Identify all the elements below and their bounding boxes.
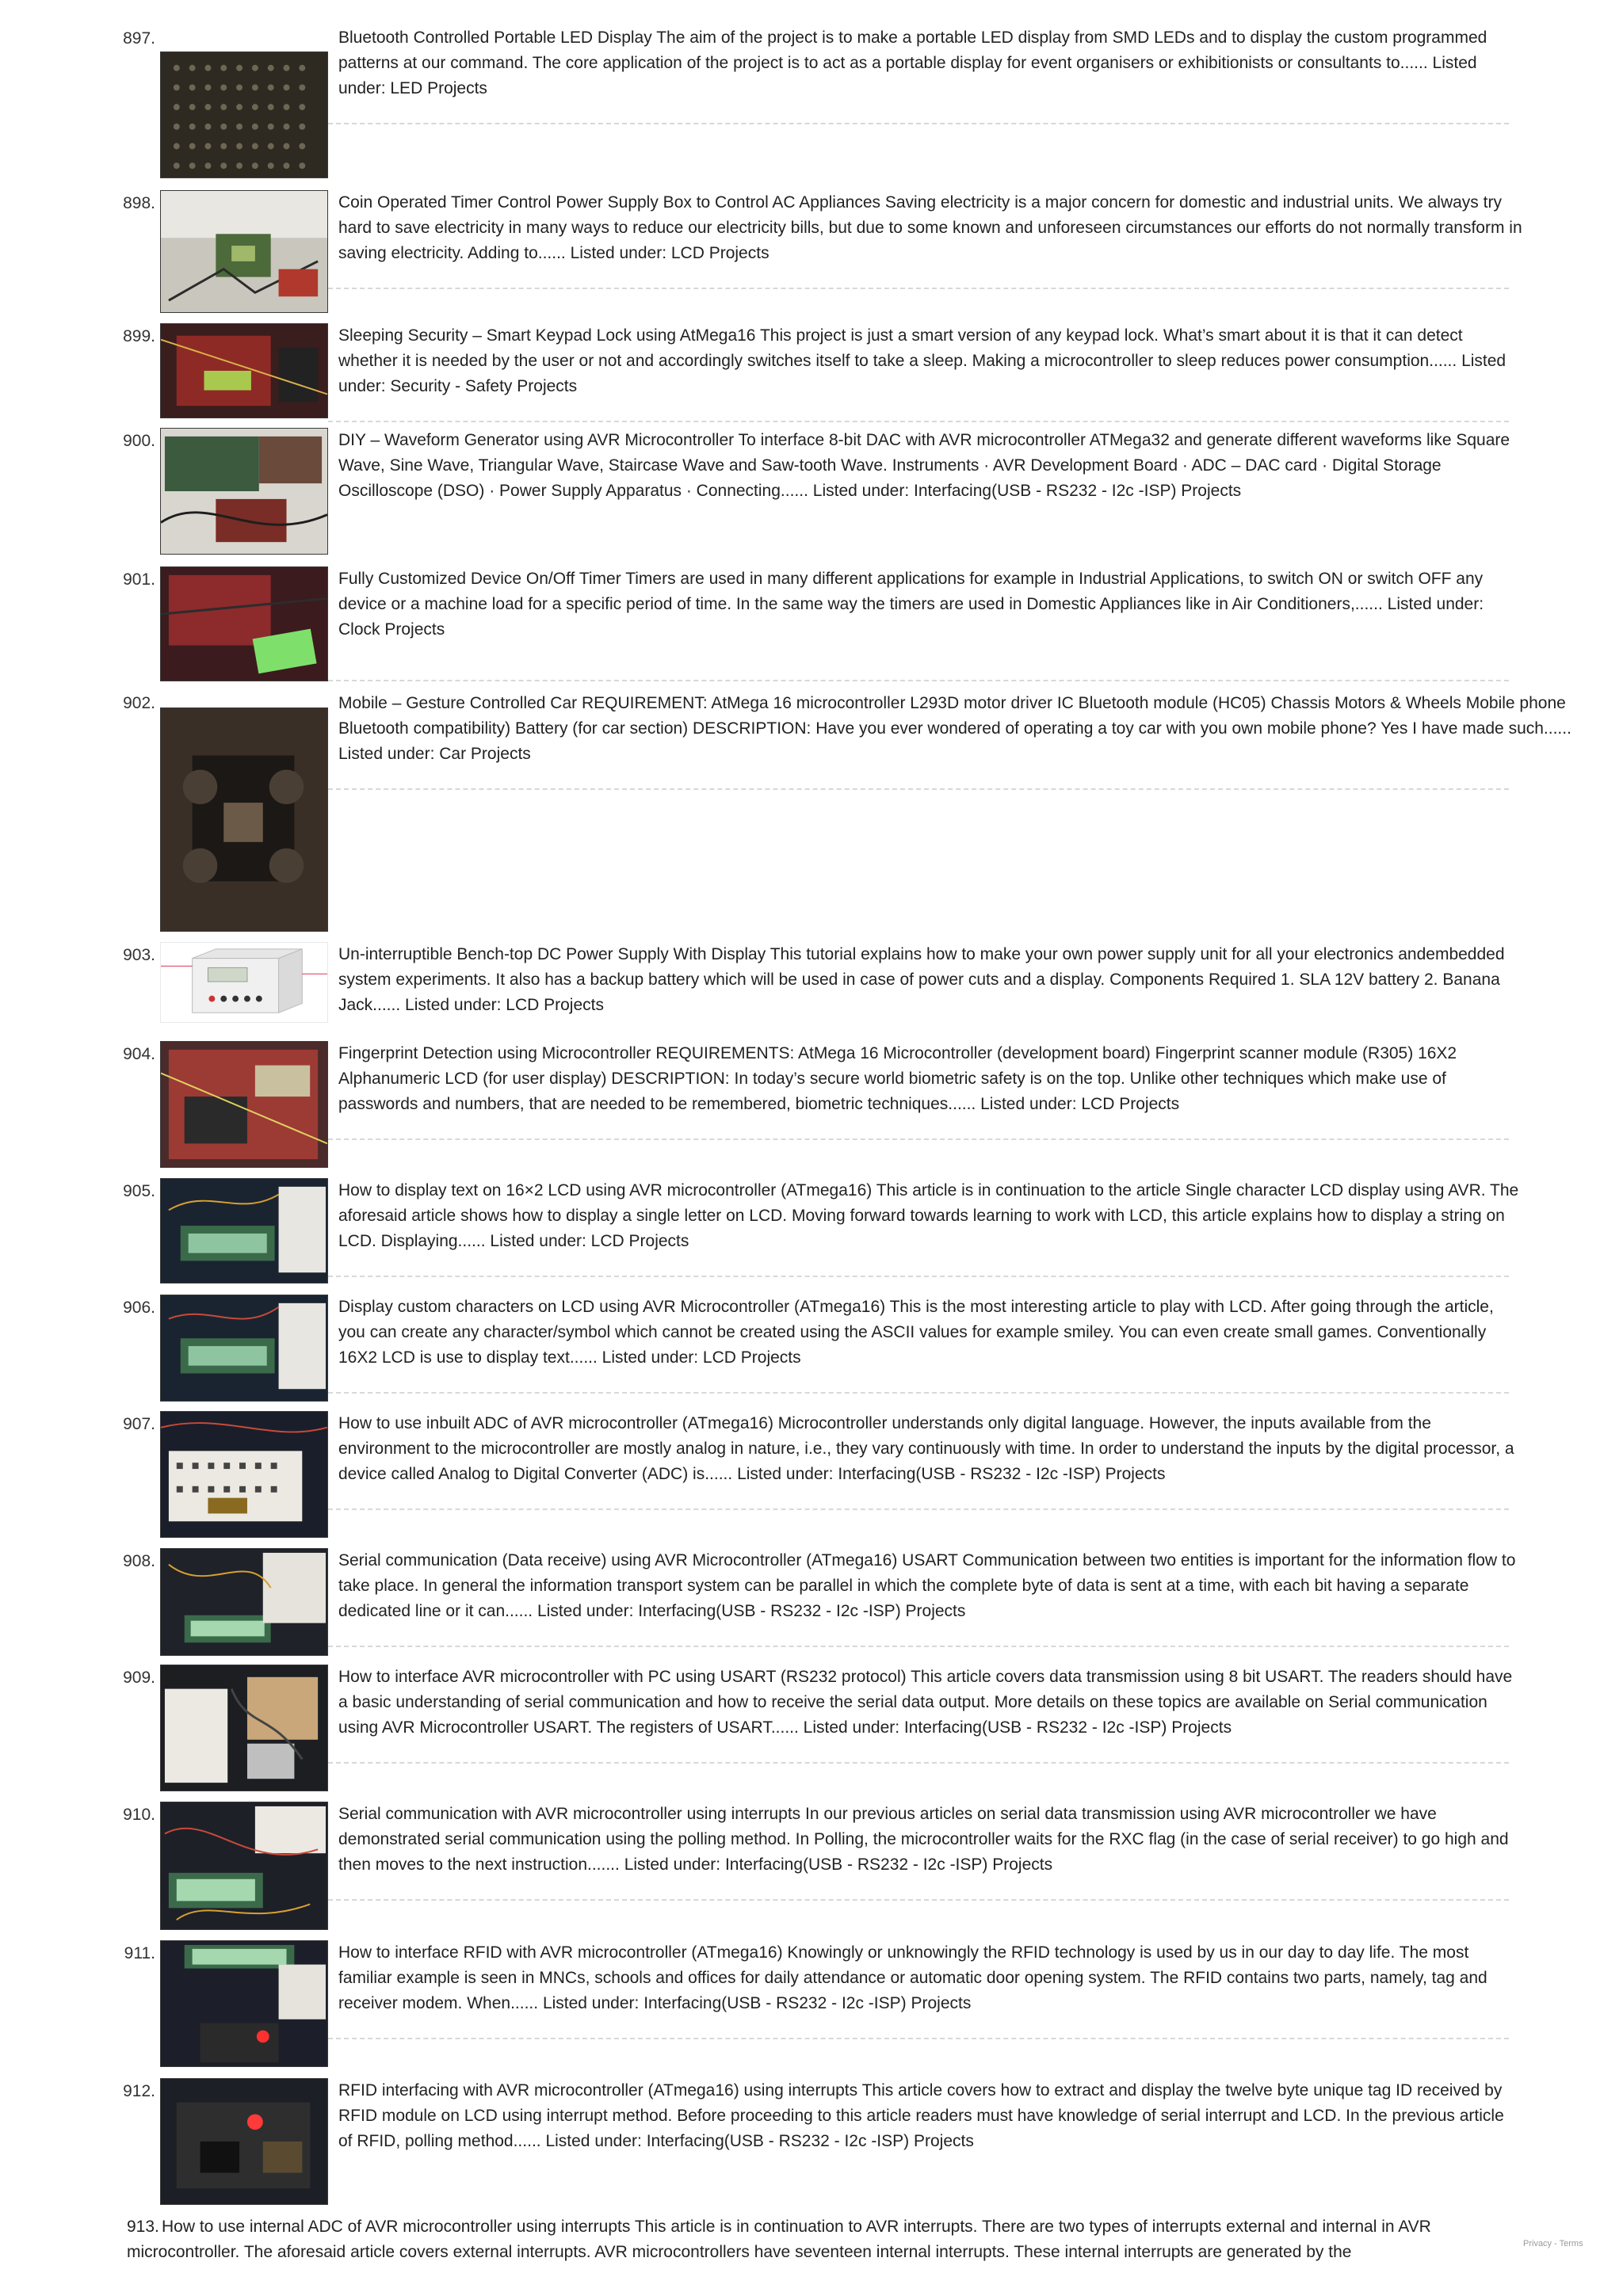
item-title-link[interactable]: Serial communication (Data receive) using AVR Microcontroller (ATmega16) USART	[338, 1551, 958, 1569]
item-title-link[interactable]: Un-interruptible Bench-top DC Power Supply With Display	[338, 945, 766, 963]
item-excerpt: Microcontroller understands only digital language. However, the inputs available from the environment to the microcontroller are mostly analog in nature, i.e., they vary continuously with time. In order to understand the inputs by the digital processor, a device called Analog to Digital Converter (ADC) is......	[338, 1414, 1514, 1483]
item-description	[338, 1802, 1522, 1878]
project-thumbnail[interactable]	[160, 323, 328, 418]
project-thumbnail[interactable]	[160, 1802, 328, 1930]
project-thumbnail[interactable]	[160, 1295, 328, 1402]
item-category-link[interactable]: Listed under: LCD Projects	[980, 1095, 1180, 1113]
divider	[328, 2038, 1509, 2039]
item-category-link[interactable]: Listed under: Interfacing(USB - RS232 - I2c -ISP) Projects	[812, 482, 1242, 500]
item-description	[338, 1548, 1522, 1624]
item-description	[338, 323, 1522, 399]
item-title-link[interactable]: How to use inbuilt ADC of AVR microcontroller (ATmega16)	[338, 1414, 773, 1432]
item-number: 912.	[123, 2082, 155, 2100]
item-description	[338, 1665, 1522, 1741]
item-description	[338, 1940, 1522, 2016]
item-description	[338, 25, 1522, 101]
project-thumbnail[interactable]	[160, 1411, 328, 1538]
item-description	[338, 428, 1522, 504]
item-title-link[interactable]: Fingerprint Detection using Microcontroller	[338, 1044, 651, 1062]
item-excerpt: This is the most interesting article to play with LCD. After going through the article, you can create any character/symbol which cannot be created using the ASCII values for example smiley. You can even create small games. Conventionally 16X2 LCD is use to display text......	[338, 1298, 1494, 1367]
item-description	[338, 190, 1522, 266]
item-title-link[interactable]: Mobile – Gesture Controlled Car	[338, 694, 578, 712]
item-title-link[interactable]: How to interface AVR microcontroller with PC using USART (RS232 protocol)	[338, 1668, 907, 1686]
project-thumbnail[interactable]	[160, 942, 328, 1023]
item-category-link[interactable]: Listed under: Clock Projects	[338, 595, 1484, 639]
item-number: 906.	[123, 1299, 155, 1317]
project-thumbnail[interactable]	[160, 2078, 328, 2205]
project-thumbnail[interactable]	[160, 566, 328, 681]
item-number: 902.	[123, 694, 155, 712]
item-number: 911.	[124, 1944, 155, 1962]
item-title-link[interactable]: Coin Operated Timer Control Power Supply Box to Control AC Appliances	[338, 193, 881, 212]
project-thumbnail[interactable]	[160, 1178, 328, 1283]
item-excerpt: Communication between two entities is important for the information flow to take place. In general the information transport system can be parallel in which the complete byte of data is sent at a time, with each bit having a separate dedicated line or it can......	[338, 1551, 1516, 1620]
divider	[328, 1508, 1509, 1510]
item-description	[338, 1295, 1522, 1371]
divider	[328, 788, 1509, 790]
item-category-link[interactable]: Listed under: LCD Projects	[601, 1348, 801, 1367]
item-excerpt: REQUIREMENT: AtMega 16 microcontroller L293D motor driver IC Bluetooth module (HC05) Chassis Motors & Wheels Mobile phone Bluetooth compatibility) Battery (for car section) DESCRIPTION: Have you ever wondered of operating a toy car with you own mobile phone? Yes I have made such......	[338, 694, 1571, 738]
item-number: 907.	[123, 1415, 155, 1433]
item-excerpt: The aim of the project is to make a portable LED display from SMD LEDs and to display the custom programmed patterns at our command. The core application of the project is to act as a portable display for event organisers or exhibitionists or consultants to......	[338, 29, 1487, 72]
item-excerpt: This article covers how to extract and display the twelve byte unique tag ID received by RFID module on LCD using interrupt method. Before proceeding to this article readers must have knowledge of serial interrupt and LCD. In the previous article of RFID, polling method......	[338, 2081, 1504, 2150]
item-description	[338, 1041, 1522, 1117]
divider	[328, 421, 1509, 422]
item-title-link[interactable]: How to display text on 16×2 LCD using AVR microcontroller (ATmega16)	[338, 1181, 873, 1199]
item-category-link[interactable]: Listed under: Interfacing(USB - RS232 - I2c -ISP) Projects	[624, 1855, 1053, 1874]
item-description	[338, 1411, 1522, 1487]
item-number: 913.	[127, 2218, 159, 2236]
divider	[328, 123, 1509, 124]
item-number: 901.	[123, 570, 155, 589]
item-excerpt: Saving electricity is a major concern for domestic and industrial units. We always try hard to save electricity in many ways to reduce our electricity bills, but due to some known and unforeseen circumstances our efforts do not normally transform in saving electricity. Adding to......	[338, 193, 1522, 262]
item-title-link[interactable]: Sleeping Security – Smart Keypad Lock using AtMega16	[338, 326, 756, 345]
item-title-link[interactable]: How to use internal ADC of AVR microcontroller using interrupts	[162, 2218, 631, 2236]
item-number: 905.	[123, 1182, 155, 1200]
item-number: 900.	[123, 432, 155, 450]
divider	[328, 1762, 1509, 1764]
item-number: 903.	[123, 946, 155, 964]
item-number: 898.	[123, 194, 155, 212]
item-category-link[interactable]: Listed under: LCD Projects	[405, 996, 604, 1014]
project-thumbnail[interactable]	[160, 428, 328, 555]
item-excerpt: This article is in continuation to AVR interrupts. There are two types of interrupts external and internal in AVR microcontroller. The aforesaid article covers external interrupts. AVR microcontrollers have seventeen internal interrupts. These internal interrupts are generated by the	[127, 2218, 1431, 2261]
divider	[328, 1392, 1509, 1394]
item-excerpt: This article is in continuation to the article Single character LCD display using AVR. The aforesaid article shows how to display a single letter on LCD. Moving forward towards learning to work with LCD, this article explains how to display a string on LCD. Displaying......	[338, 1181, 1519, 1250]
item-category-link[interactable]: Listed under: LED Projects	[338, 54, 1477, 97]
item-category-link[interactable]: Listed under: Security - Safety Projects	[338, 352, 1507, 395]
divider	[328, 680, 1509, 681]
recaptcha-privacy-terms[interactable]: Privacy - Terms	[1523, 2239, 1583, 2248]
item-number: 908.	[123, 1552, 155, 1570]
item-title-link[interactable]: Serial communication with AVR microcontroller using interrupts	[338, 1805, 801, 1823]
item-excerpt: REQUIREMENTS: AtMega 16 Microcontroller (development board) Fingerprint scanner module (R305) 16X2 Alphanumeric LCD (for user display) DESCRIPTION: In today’s secure world biometric safety is on the top. Unlike other techniques which make use of passwords and numbers, that are needed to be remembered, biometric techniques......	[338, 1044, 1457, 1113]
item-category-link[interactable]: Listed under: Interfacing(USB - RS232 - I2c -ISP) Projects	[803, 1718, 1232, 1737]
item-title-link[interactable]: Bluetooth Controlled Portable LED Display	[338, 29, 652, 47]
project-thumbnail[interactable]	[160, 1940, 328, 2067]
item-excerpt: This tutorial explains how to make your own power supply unit for all your electronics andembedded system experiments. It also has a backup battery which will be used in case of power cuts and a display. Components Required 1. SLA 12V battery 2. Banana Jack......	[338, 945, 1505, 1014]
item-category-link[interactable]: Listed under: LCD Projects	[490, 1232, 689, 1250]
item-category-link[interactable]: Listed under: LCD Projects	[570, 244, 769, 262]
divider	[328, 1138, 1509, 1140]
item-title-link[interactable]: RFID interfacing with AVR microcontroller (ATmega16) using interrupts	[338, 2081, 858, 2100]
divider	[328, 1646, 1509, 1647]
item-category-link[interactable]: Listed under: Car Projects	[338, 745, 531, 763]
item-excerpt: This article covers data transmission using 8 bit USART. The readers should have a basic understanding of serial communication and how to receive the serial data output. More details on these topics are available on Serial communication using AVR Microcontroller USART. The registers of USART......	[338, 1668, 1513, 1737]
list-item	[127, 2214, 1522, 2265]
item-description	[338, 691, 1606, 767]
item-title-link[interactable]: DIY – Waveform Generator using AVR Microcontroller	[338, 431, 735, 449]
item-title-link[interactable]: How to interface RFID with AVR microcontroller (ATmega16)	[338, 1943, 783, 1962]
project-thumbnail[interactable]	[160, 1041, 328, 1168]
item-title-link[interactable]: Fully Customized Device On/Off Timer	[338, 570, 621, 588]
project-thumbnail[interactable]	[160, 1665, 328, 1791]
item-description	[338, 942, 1522, 1018]
item-description	[338, 2078, 1522, 2154]
project-thumbnail[interactable]	[160, 51, 328, 178]
item-title-link[interactable]: Display custom characters on LCD using AVR Microcontroller (ATmega16)	[338, 1298, 886, 1316]
project-thumbnail[interactable]	[160, 1548, 328, 1656]
item-category-link[interactable]: Listed under: Interfacing(USB - RS232 - I2c -ISP) Projects	[545, 2132, 974, 2150]
divider	[328, 288, 1509, 289]
item-number: 899.	[123, 327, 155, 345]
project-thumbnail[interactable]	[160, 190, 328, 313]
item-number: 897.	[123, 29, 155, 48]
item-excerpt: Timers are used in many different applications for example in Industrial Applications, to switch ON or switch OFF any device or a machine load for a specific period of time. In the same way the timers are used in Domestic Appliances like in Air Conditioners,......	[338, 570, 1484, 613]
item-description	[338, 566, 1522, 643]
project-thumbnail[interactable]	[160, 707, 328, 932]
item-category-link[interactable]: Listed under: Interfacing(USB - RS232 - I2c -ISP) Projects	[542, 1994, 972, 2012]
item-excerpt: In our previous articles on serial data transmission using AVR microcontroller we have demonstrated serial communication using the polling method. In Polling, the microcontroller waits for the RXC flag (in the case of serial receiver) to go high and then moves to the next instruction.......	[338, 1805, 1509, 1874]
item-category-link[interactable]: Listed under: Interfacing(USB - RS232 - I2c -ISP) Projects	[737, 1465, 1166, 1483]
item-excerpt: To interface 8-bit DAC with AVR microcontroller ATMega32 and generate different waveforms like Square Wave, Sine Wave, Triangular Wave, Staircase Wave and Saw-tooth Wave. Instruments · AVR Development Board · ADC – DAC card · Digital Storage Oscilloscope (DSO) · Power Supply Apparatus · Connecting......	[338, 431, 1510, 500]
item-number: 909.	[123, 1669, 155, 1687]
item-excerpt: Knowingly or unknowingly the RFID technology is used by us in our day to day life. The most familiar example is seen in MNCs, schools and offices for daily attendance or automatic door opening system. The RFID contains two parts, namely, tag and receiver modem. When......	[338, 1943, 1487, 2012]
item-description	[338, 1178, 1522, 1254]
item-category-link[interactable]: Listed under: Interfacing(USB - RS232 - I2c -ISP) Projects	[537, 1602, 966, 1620]
divider	[328, 1276, 1509, 1277]
item-number: 904.	[123, 1045, 155, 1063]
divider	[328, 1899, 1509, 1901]
item-number: 910.	[123, 1806, 155, 1824]
item-excerpt: This project is just a smart version of any keypad lock. What’s smart about it is that it can detect whether it is needed by the user or not and accordingly switches itself to take a sleep. Making a microcontroller to sleep reduces power consumption......	[338, 326, 1463, 370]
